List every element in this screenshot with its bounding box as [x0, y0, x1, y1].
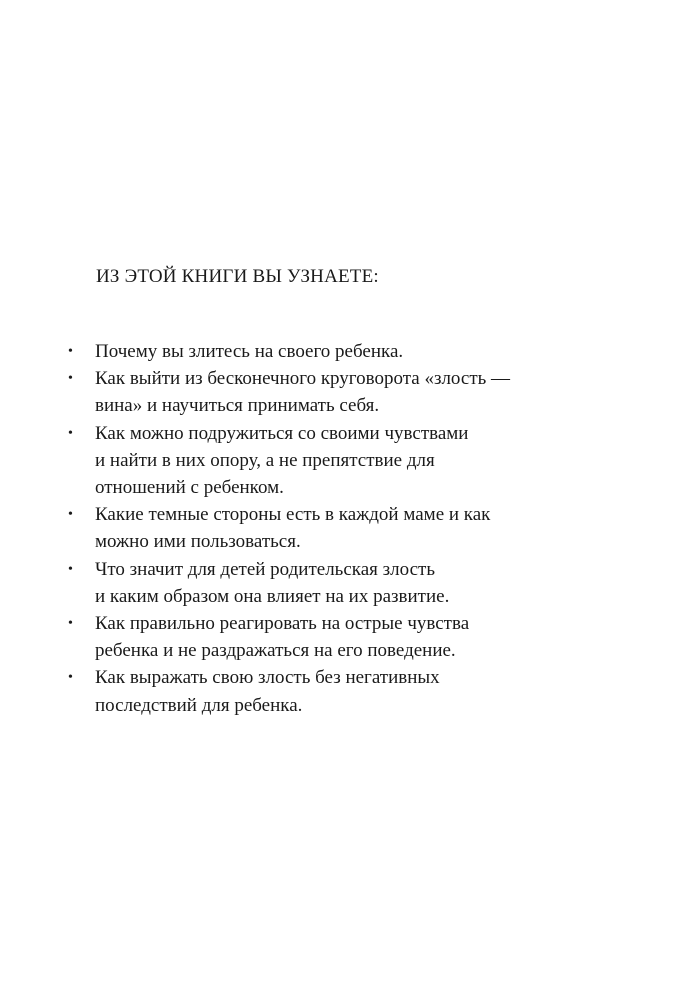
bullet-icon: • — [68, 561, 73, 577]
list-item-text: Как выйти из бесконечного круговорота «злость — — [95, 368, 511, 390]
list-item — [0, 338, 681, 365]
list-item-text: Как можно подружиться со своими чувствами — [95, 422, 469, 444]
bullet-icon: • — [68, 425, 73, 441]
list-item-text: Какие темные стороны есть в каждой маме и как — [95, 504, 491, 526]
list-item — [0, 501, 681, 555]
list-item — [0, 610, 681, 664]
list-item-text: отношений с ребенком. — [95, 477, 284, 499]
list-item-text: можно ими пользоваться. — [95, 531, 301, 553]
bullet-icon: • — [68, 507, 73, 523]
list-item-text: последствий для ребенка. — [95, 694, 303, 716]
list-item-text: ребенка и не раздражаться на его поведение. — [95, 640, 456, 662]
list-item-text: Как выражать свою злость без негативных — [95, 667, 440, 689]
list-item-text: и каким образом она влияет на их развитие. — [95, 585, 450, 607]
list-item-text: вина» и научиться принимать себя. — [95, 395, 380, 417]
bullet-icon: • — [68, 344, 73, 359]
learning-points-list — [0, 338, 681, 719]
bullet-icon: • — [68, 670, 73, 686]
list-item — [0, 664, 681, 718]
list-item — [0, 556, 681, 610]
list-item-text: Что значит для детей родительская злость — [95, 558, 435, 580]
list-item-text: Как правильно реагировать на острые чувства — [95, 613, 470, 635]
list-item-text: Почему вы злитесь на своего ребенка. — [95, 341, 404, 362]
section-heading: ИЗ ЭТОЙ КНИГИ ВЫ УЗНАЕТЕ: — [96, 266, 379, 287]
list-item — [0, 420, 681, 502]
list-item-text: и найти в них опору, а не препятствие для — [95, 449, 435, 471]
list-item — [0, 365, 681, 419]
bullet-icon: • — [68, 371, 73, 387]
bullet-icon: • — [68, 616, 73, 632]
